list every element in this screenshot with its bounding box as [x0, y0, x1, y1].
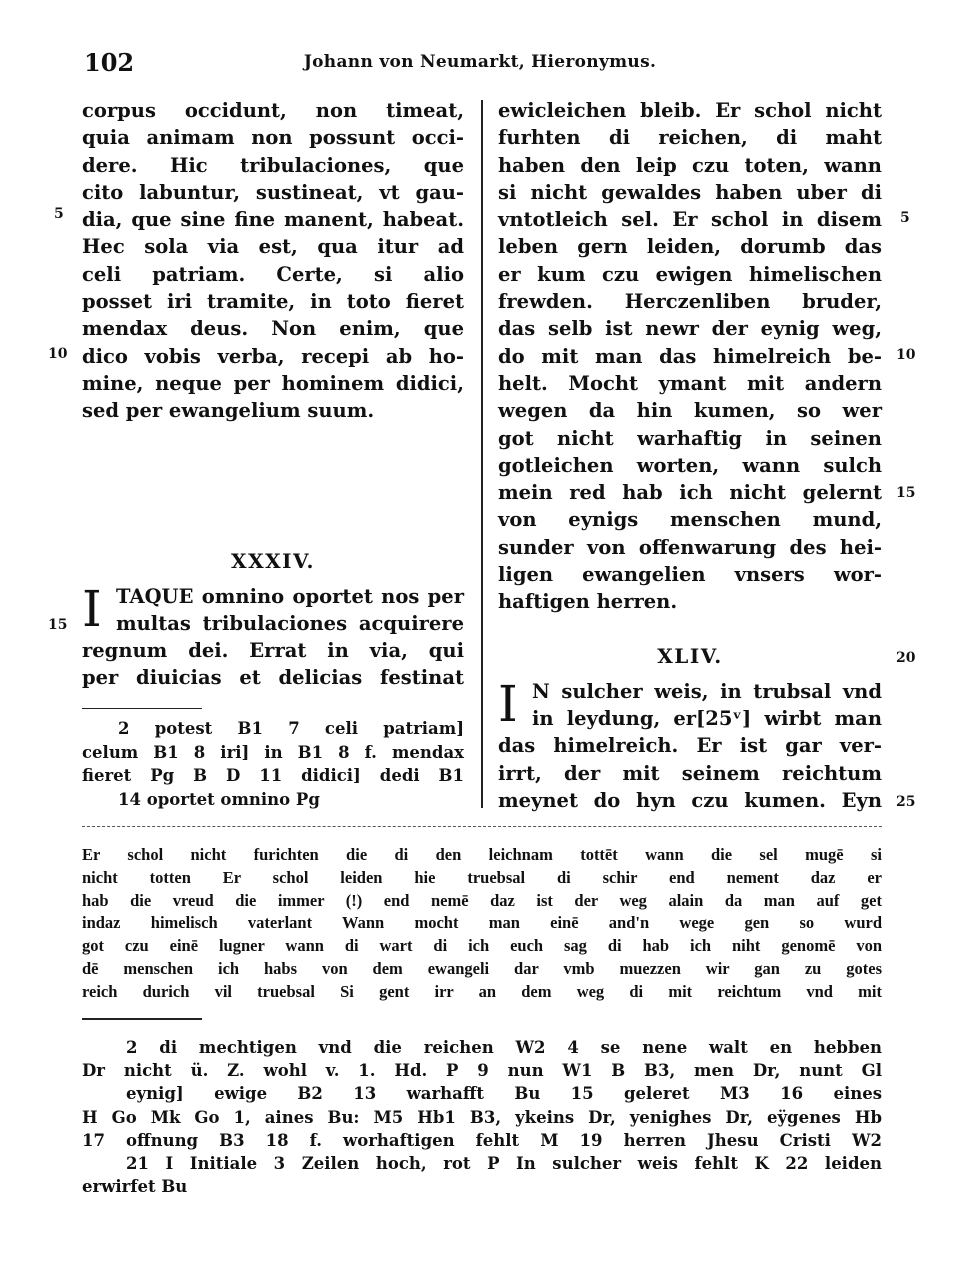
text-line: sunder von offenwarung des hei-	[498, 535, 882, 559]
line-number: 10	[48, 346, 68, 362]
text-line: cito labuntur, sustineat, vt gau-	[82, 180, 464, 204]
ms-line: hab die vreud die immer (!) end nemē daz ist der weg alain da man auf get	[82, 890, 882, 910]
text-line: meynet do hyn czu kumen. Eyn	[498, 788, 882, 812]
chapter-opening-latin	[82, 579, 464, 638]
page-header	[0, 44, 960, 78]
text-line: gotleichen worten, wann sulch	[498, 453, 882, 477]
latin-apparatus	[82, 717, 464, 811]
text-line: leben gern leiden, dorumb das	[498, 235, 882, 259]
text-line: wegen da hin kumen, so wer	[498, 399, 882, 423]
text-line: got nicht warhaftig in seinen	[498, 426, 882, 450]
ms-line: got czu einē lugner wann di wart di ich euch sag di hab ich niht genomē von	[82, 936, 882, 956]
line-number: 10	[896, 347, 916, 363]
text-line: von eynigs menschen mund,	[498, 508, 882, 532]
text-line: frewden. Herczenliben bruder,	[498, 290, 882, 314]
line-rest: omnino oportet nos per	[193, 584, 464, 608]
small-caps-word: TAQUE	[116, 584, 194, 608]
text-line: ewicleichen bleib. Er schol nicht	[498, 99, 882, 122]
note-line: Dr nicht ü. Z. wohl v. 1. Hd. P 9 nun W1 B B3, men Dr, nunt Gl	[82, 1061, 882, 1081]
text-line: irrt, der mit seinem reichtum	[498, 761, 882, 785]
column-divider	[481, 100, 483, 808]
latin-text-a	[82, 97, 464, 425]
text-line: haftigen herren.	[498, 590, 678, 614]
note-line: 17 offnung B3 18 f. worhaftigen fehlt M 19 herren Jhesu Cristi W2	[82, 1130, 882, 1150]
text-line: das himelreich. Er ist gar ver-	[498, 734, 882, 758]
text-line: er kum czu ewigen himelischen	[498, 262, 882, 286]
text-line	[498, 678, 882, 705]
text-line: dico vobis verba, recepi ab ho-	[82, 344, 464, 368]
manuscript-rule	[82, 826, 882, 827]
note-line: 2 di mechtigen vnd die reichen W2 4 se nene walt en hebben	[126, 1038, 882, 1057]
text-line: helt. Mocht ymant mit andern	[498, 371, 882, 395]
chapter-opening-german	[498, 674, 882, 733]
text-line: in leydung, er[25ᵛ] wirbt man	[532, 706, 882, 730]
note-line: erwirfet Bu	[82, 1177, 188, 1197]
ms-line: Er schol nicht furichten die di den leichnam tottēt wann die sel mugē si	[82, 845, 882, 864]
text-line: si nicht gewaldes haben uber di	[498, 180, 882, 204]
ms-line: nicht totten Er schol leiden hie truebsal di schir end nement daz er	[82, 867, 882, 887]
text-line: mein red hab ich nicht gelernt	[498, 481, 882, 505]
footnote-rule	[82, 708, 202, 710]
page-number: 102	[84, 48, 135, 77]
note-line: fieret Pg B D 11 didici] dedi B1	[82, 766, 464, 786]
drop-initial: I	[498, 674, 518, 733]
text-line: quia animam non possunt occi-	[82, 126, 464, 150]
text-line: Hec sola via est, qua itur ad	[82, 235, 464, 259]
german-column	[498, 97, 882, 814]
text-line: corpus occidunt, non timeat,	[82, 99, 464, 122]
note-line: H Go Mk Go 1, aines Bu: M5 Hb1 B3, ykeins Dr, yenighes Dr, eÿgenes Hb	[82, 1107, 882, 1127]
line-rest: sulcher weis, in trubsal vnd	[549, 679, 882, 703]
chapter-heading-latin: XXXIV.	[231, 548, 315, 573]
ms-line: reich durich vil truebsal Si gent irr an dem weg di mit reichtum vnd mit	[82, 981, 882, 1001]
ms-line: dē menschen ich habs von dem ewangeli dar vmb muezzen wir gan zu gotes	[82, 958, 882, 978]
line-number: 15	[48, 617, 68, 633]
footnote-rule	[82, 1018, 202, 1020]
note-line: 14 oportet omnino Pg	[118, 789, 320, 809]
text-line: celi patriam. Certe, si alio	[82, 262, 464, 286]
chapter-heading-german: XLIV.	[657, 643, 723, 668]
small-caps-word: N	[532, 679, 550, 703]
line-number: 5	[900, 210, 910, 226]
text-line: dia, que sine fine manent, habeat.	[82, 208, 464, 232]
text-line: furhten di reichen, di maht	[498, 126, 882, 150]
text-line: multas tribulaciones acquirere	[116, 611, 464, 635]
line-number: 15	[896, 485, 916, 501]
note-line: celum B1 8 iri] in B1 8 f. mendax	[82, 742, 464, 762]
ms-line: indaz himelisch vaterlant Wann mocht man einē and'n wege gen so wurd	[82, 913, 882, 933]
text-line	[82, 583, 464, 610]
text-line: do mit man das himelreich be-	[498, 344, 882, 368]
latin-column	[82, 97, 464, 811]
note-line: 2 potest B1 7 celi patriam]	[118, 719, 464, 739]
text-line: vntotleich sel. Er schol in disem	[498, 208, 882, 232]
line-number: 20	[896, 650, 916, 666]
text-line: regnum dei. Errat in via, qui	[82, 639, 464, 663]
drop-initial: I	[82, 579, 102, 638]
text-line: das selb ist newr der eynig weg,	[498, 317, 882, 341]
text-line: per diuicias et delicias festinat	[82, 666, 464, 690]
text-line: mine, neque per hominem didici,	[82, 371, 464, 395]
text-line: mendax deus. Non enim, que	[82, 317, 464, 341]
text-line: sed per ewangelium suum.	[82, 399, 375, 423]
text-line: haben den leip czu toten, wann	[498, 153, 882, 177]
manuscript-text	[82, 844, 882, 1004]
german-text-a	[498, 97, 882, 616]
note-line: 21 I Initiale 3 Zeilen hoch, rot P In sulcher weis fehlt K 22 leiden	[126, 1153, 882, 1173]
line-number: 25	[896, 794, 916, 810]
note-line: eynig] ewige B2 13 warhafft Bu 15 geleret M3 16 eines	[126, 1084, 882, 1104]
german-apparatus	[82, 1036, 882, 1198]
line-number: 5	[54, 206, 64, 222]
text-line: posset iri tramite, in toto fieret	[82, 290, 464, 314]
text-line: dere. Hic tribulaciones, que	[82, 153, 464, 177]
text-line: ligen ewangelien vnsers wor-	[498, 563, 882, 587]
running-head: Johann von Neumarkt, Hieronymus.	[303, 52, 657, 72]
